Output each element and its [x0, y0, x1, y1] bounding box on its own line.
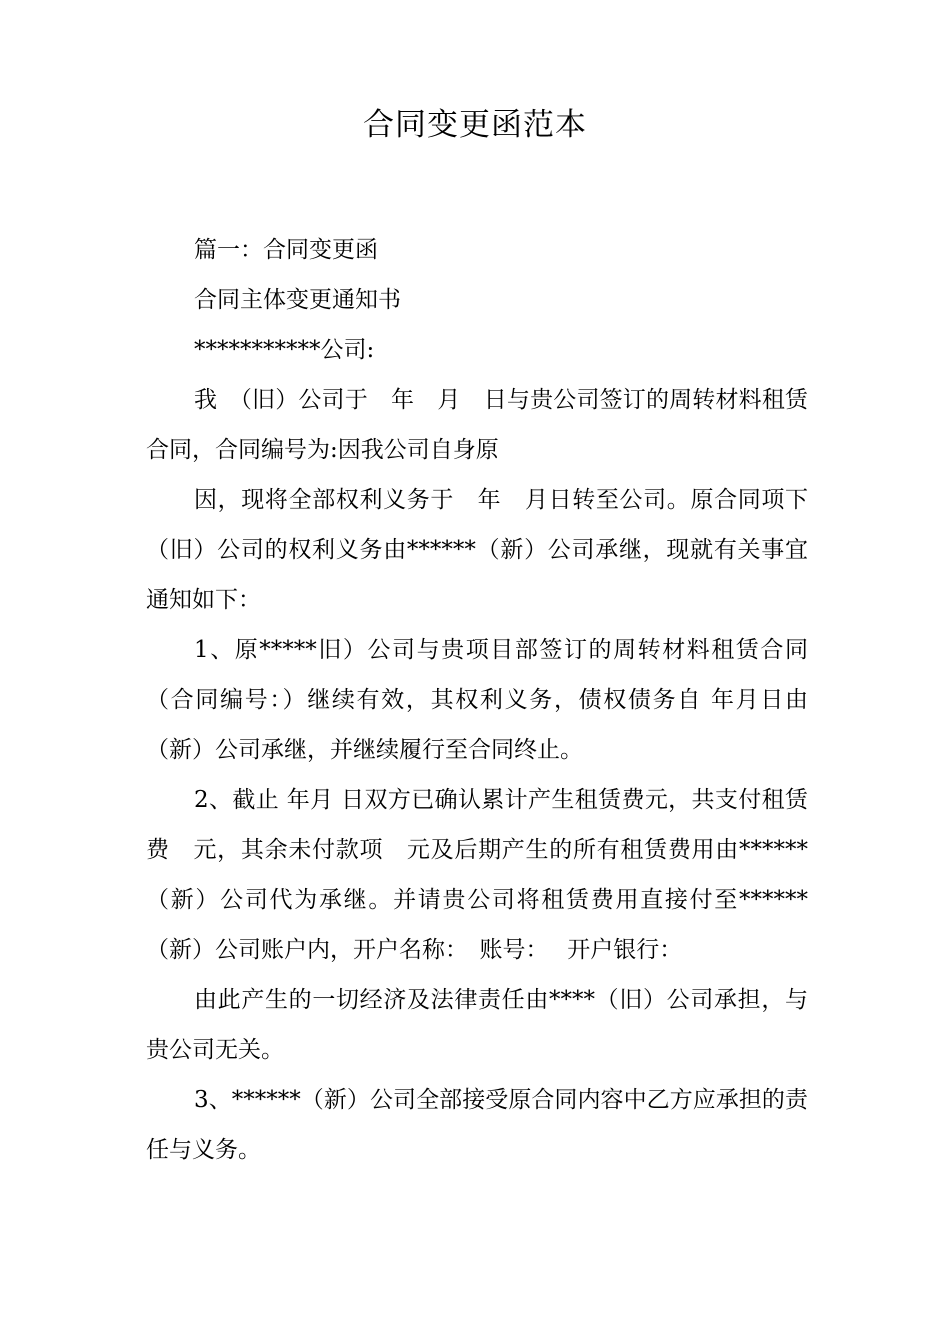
addressee: ***********公司: [194, 337, 375, 363]
clause-3: 3、******（新）公司全部接受原合同内容中乙方应承担的责任与义务。 [146, 1087, 808, 1163]
clause-2: 2、截止 年月 日双方已确认累计产生租赁费元，共支付租赁费 元，其余未付款项 元及后期产生的所有租赁费用由******（新）公司代为承继。并请贵公司将租赁费用直接付至******（新）公司账户内，开户名称： 账号： 开户银行： [146, 787, 808, 963]
notice-title: 合同主体变更通知书 [194, 287, 401, 313]
section-heading: 篇一：合同变更函 [194, 237, 378, 263]
paragraph-transfer: 因，现将全部权利义务于 年 月日转至公司。原合同项下（旧）公司的权利义务由******（新）公司承继，现就有关事宜通知如下： [146, 487, 808, 613]
clause-1: 1、原*****旧）公司与贵项目部签订的周转材料租赁合同（合同编号：）继续有效，其权利义务，债权债务自 年月日由（新）公司承继，并继续履行至合同终止。 [146, 637, 808, 763]
liability-statement: 由此产生的一切经济及法律责任由****（旧）公司承担，与贵公司无关。 [146, 987, 808, 1063]
document-title: 合同变更函范本 [363, 107, 587, 143]
document-body [146, 225, 808, 1175]
paragraph-intro: 我 （旧）公司于 年 月 日与贵公司签订的周转材料租赁合同，合同编号为:因我公司自身原 [146, 387, 808, 463]
